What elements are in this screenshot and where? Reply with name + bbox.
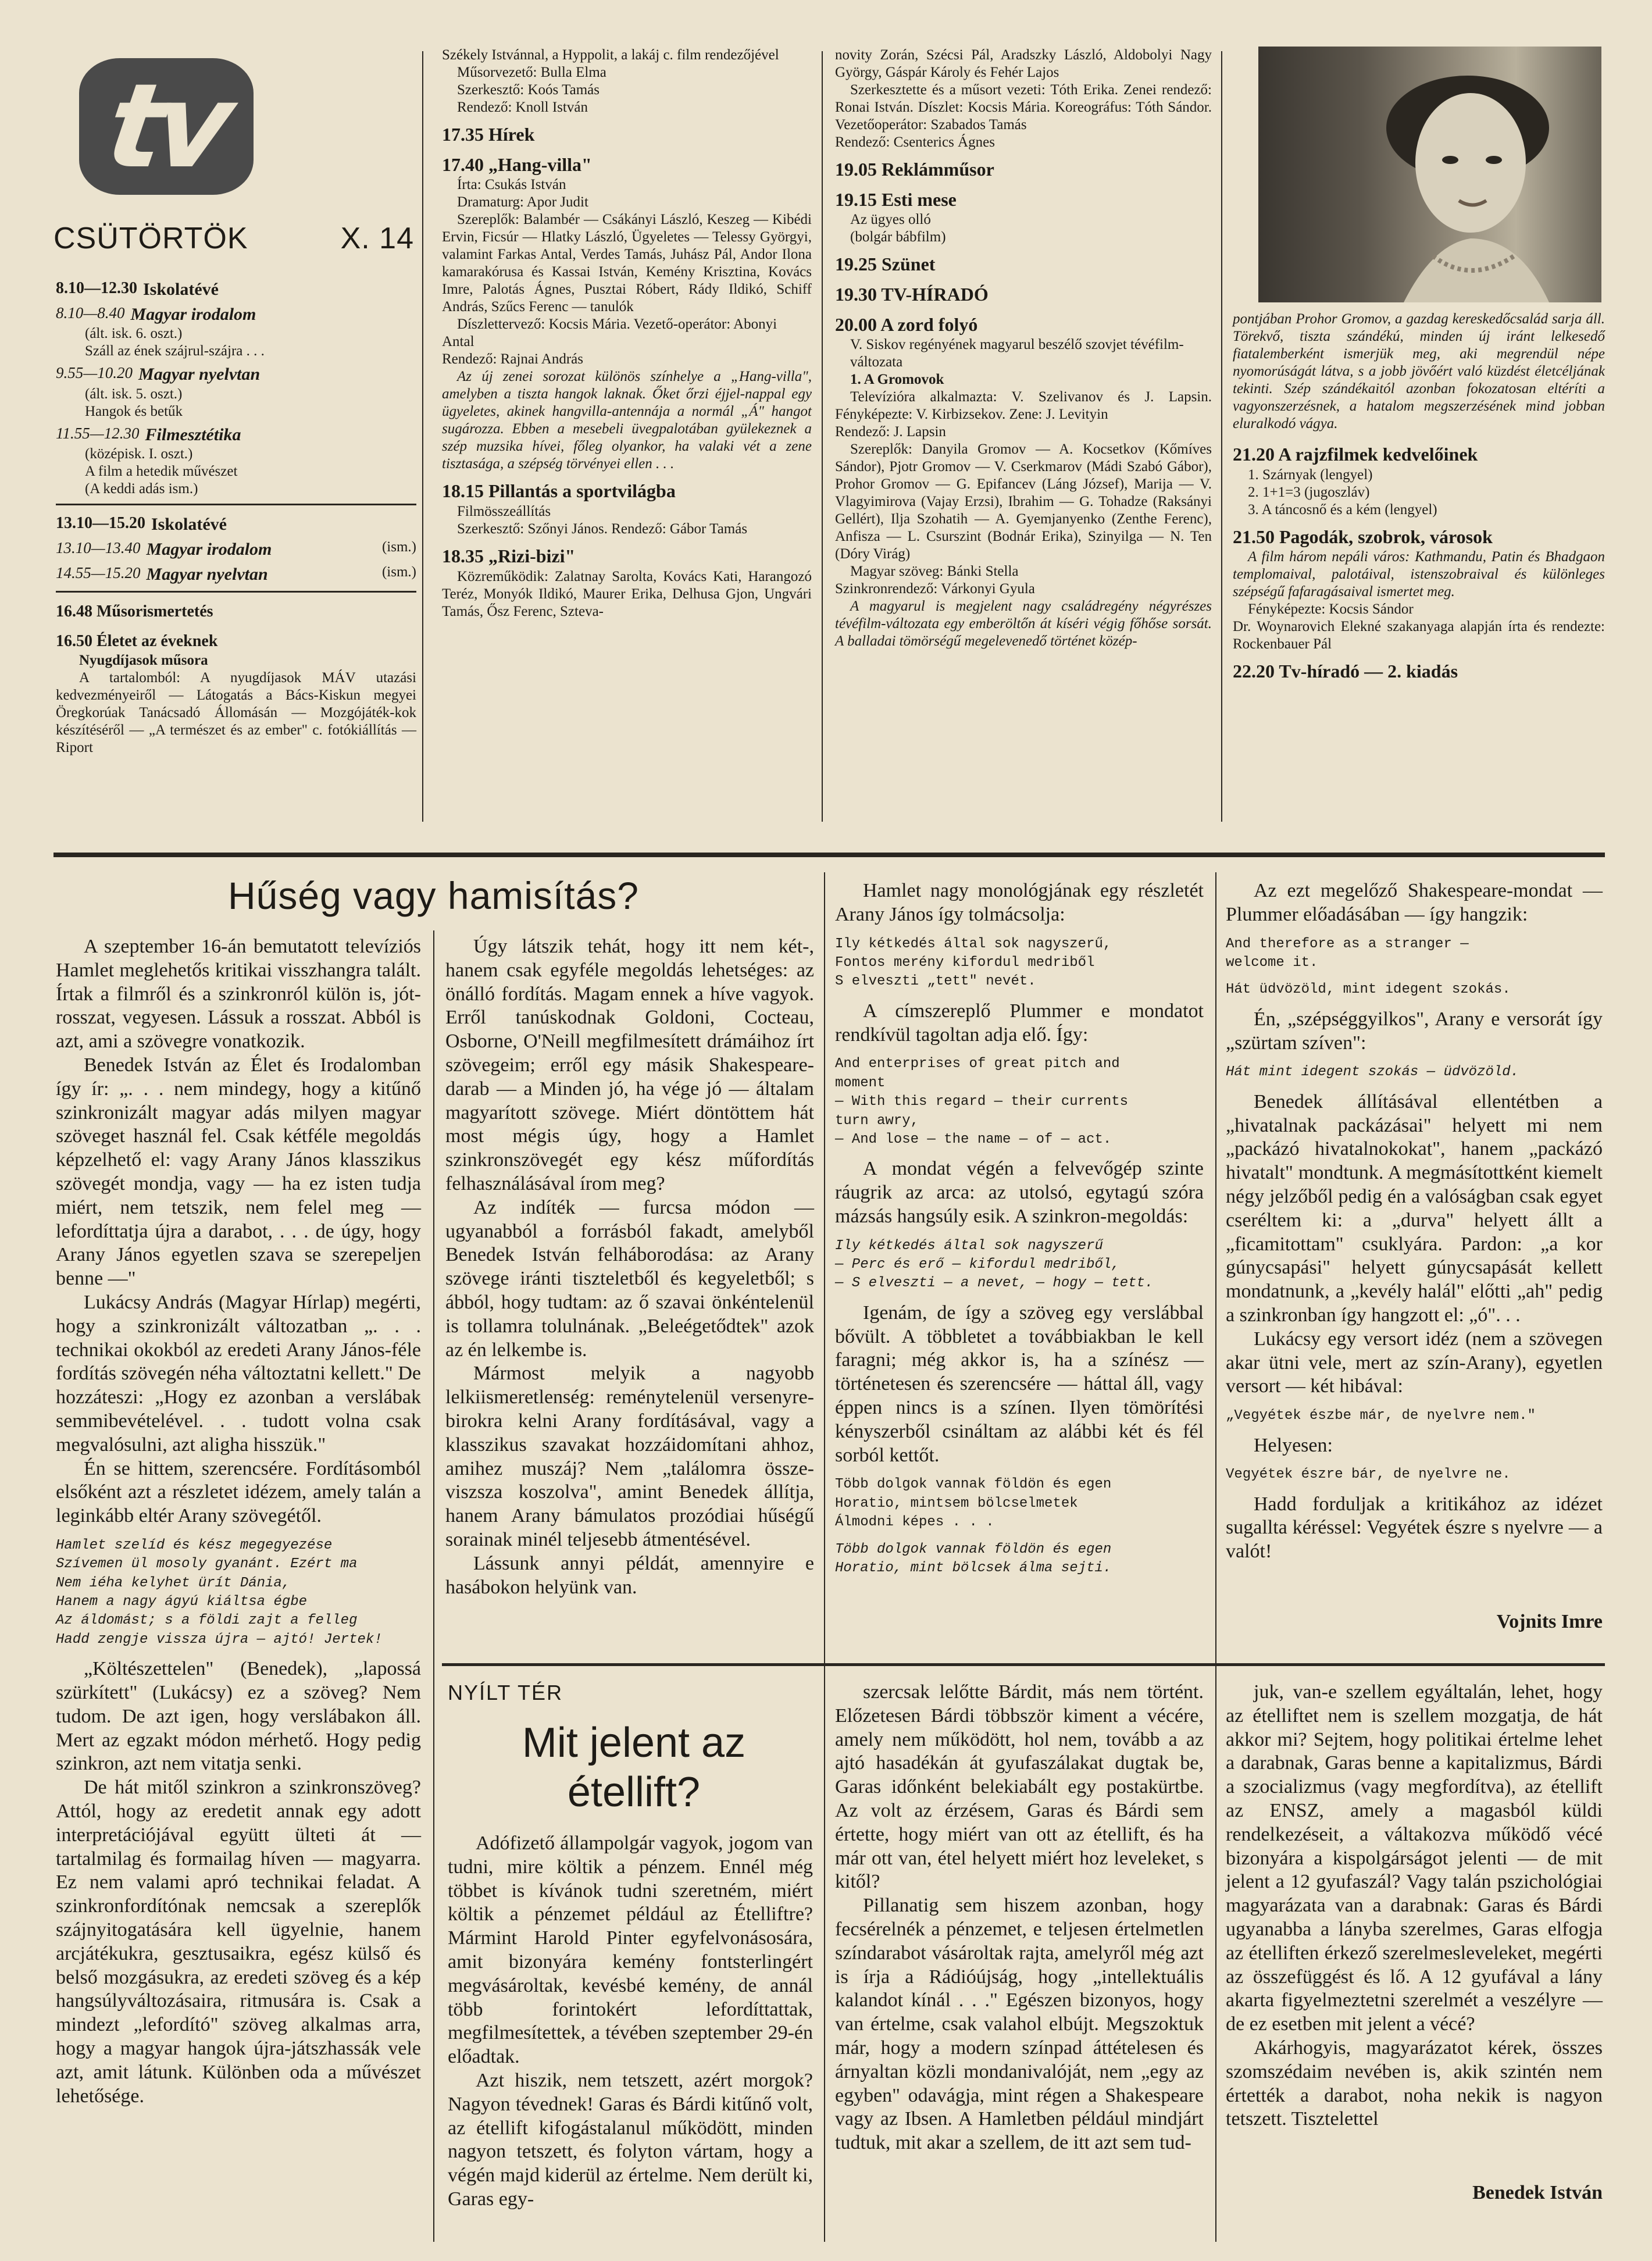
verse-quote: Vegyétek észre bár, de nyelvre ne.	[1226, 1467, 1511, 1483]
col3-s5b: 1. A Gromovok	[850, 372, 944, 388]
article1-col-4	[1226, 879, 1603, 1564]
program-sport: 18.15 Pillantás a sportvilágba	[442, 480, 676, 502]
paragraph: Benedek állításával ellentétben a „hivatalnak packázásai" helyett mi nem „packázó hivatalnokokat", hanem „packázó hivatalt" mondtunk. A megmásítottként kiemelt négy jelzőből pedig én a valóságban csak egyet cseréltem ki: a „durva" helyett állt a „ficamitottam" csuklyára. Pardon: „a kor gúnycsapási" helyett gúnycsapását kellett mondatnunk, a „kevély halál" előtti „ah" pedig a szinkronban így hangzott el: „ó". . .	[1226, 1090, 1603, 1326]
col3-s2: Az ügyes olló (bolgár bábfilm)	[850, 212, 946, 245]
paragraph: Én, „szépséggyilkos", Arany e versorát így „szürtam szíven":	[1226, 1008, 1603, 1054]
program-reklam: 19.05 Reklámműsor	[835, 159, 994, 180]
section-divider	[442, 1663, 1605, 1666]
column-divider	[1215, 872, 1216, 2242]
entry-time: 8.10—12.30	[56, 279, 137, 297]
paragraph: Lukácsy András (Magyar Hírlap) megérti, hogy a szinkronizált változatban „. . . technikai okokból az eredeti Arany János-féle fordítás szövegén néha változtatni kellett." De hozzáteszi: „Hogy ez azonban a verslábak semmibevételével. . . tudott volna csak megvalósulni, azt aligha hisszük."	[56, 1291, 421, 1456]
schedule-entry	[56, 424, 416, 445]
entry-title: Magyar nyelvtan	[146, 565, 268, 584]
col3-crew: Szerkesztette és a műsort vezeti: Tóth Erika. Zenei rendező: Ronai István. Díszlet: Kocsis Mária. Koreográfus: Tóth Sándor. Vezetőoperátor: Szabados Tamás Rendező: Csenterics Ágnes	[835, 82, 1212, 150]
article1-title: Hűség vagy hamisítás?	[228, 874, 640, 917]
schedule-entry: (A keddi adás ism.)	[85, 480, 198, 497]
entry-time: 9.55—10.20	[56, 364, 133, 382]
program-zordfolyo: 20.00 A zord folyó	[835, 313, 978, 335]
credit-line: Rendező: Knoll István	[457, 99, 588, 115]
verse-quote: Több dolgok vannak földön és egen Horatio, mint bölcsek álma sejti.	[835, 1541, 1112, 1577]
portrait-illustration	[1258, 47, 1601, 302]
paragraph: Én se hittem, szerencsére. Fordításomból elsőként azt a részletet idézem, amely talán a leginkább eltér Arany szövegétől.	[56, 1457, 421, 1527]
tv-logo	[79, 58, 254, 195]
entry-time: 8.10—8.40	[56, 304, 125, 322]
credit-line: Műsorvezető: Bulla Elma	[457, 65, 606, 80]
paragraph: Az indíték — furcsa módon — ugyanabból a forrásból fakadt, amelyből Benedek István felháborodása: az Arany szövege iránti tiszteletből és kegyeletből; s ábból, hogy tudtam: az ő szavai önkéntelenül is tollamra tolulnának. „Beleégetődtek" azok az én lelkembe is.	[445, 1196, 814, 1361]
schedule-entry	[56, 279, 416, 300]
col3-crew5b: Magyar szöveg: Bánki Stella Szinkronrendező: Várkonyi Gyula	[835, 564, 1035, 597]
cartoon-item: 1. Szárnyak (lengyel)	[1248, 466, 1373, 483]
schedule-entry: (ált. isk. 6. oszt.)	[85, 326, 183, 342]
verse-quote: Ily kétkedés által sok nagyszerű — Perc és erő — kifordul medriből, — S elveszti — a nevet, — hogy — tett.	[835, 1238, 1154, 1292]
program-hirado2: 22.20 Tv-híradó — 2. kiadás	[1233, 661, 1458, 682]
program-rizibizi: 18.35 „Rizi-bizi"	[442, 545, 576, 567]
paragraph: Hadd forduljak a kritikához az idézet sugallta kéréssel: Vegyétek észre s nyelvre — a valót!	[1226, 1493, 1603, 1563]
program-sub: Nyugdíjasok műsora	[79, 652, 208, 668]
schedule-entry	[56, 304, 416, 325]
schedule-entry	[56, 564, 416, 585]
paragraph: A mondat végén a felvevőgép szinte ráugrik az arca: az utolsó, egytagú szóra mázsás hangsúly esik. A szinkron-megoldás:	[835, 1158, 1204, 1227]
column-divider	[824, 872, 825, 2242]
column-divider	[433, 930, 434, 2242]
column-divider	[422, 51, 423, 822]
cartoon-item: 2. 1+1=3 (jugoszláv)	[1248, 484, 1370, 500]
entry-title: Iskolatévé	[151, 514, 227, 534]
article1-col-1	[56, 935, 421, 2108]
col4-crew2: Fényképezte: Kocsis Sándor Dr. Woynarovich Elekné szakanyaga alapján írta és rendezte: Rockenbauer Pál	[1233, 601, 1605, 652]
day-date: X. 14	[340, 222, 414, 255]
paragraph: A szeptember 16-án bemutatott televíziós Hamlet meglehetős kritikai visszhangra talált. Írtak a filmről és a szinkronról külön is, jót-rosszat, vegyesen. Lássuk a rosszat. Abból is azt, ami a szövegre vonatkozik.	[56, 936, 421, 1053]
schedule-entry: (ált. isk. 5. oszt.)	[85, 386, 183, 402]
entry-time: 11.55—12.30	[56, 424, 140, 442]
col2-c3: Szerkesztő: Szőnyi János. Rendező: Gábor Tamás	[457, 521, 748, 537]
program-rajzfilm: 21.20 A rajzfilmek kedvelőinek	[1233, 444, 1478, 465]
schedule-col-2	[442, 47, 812, 620]
verse-quote: And therefore as a stranger — welcome it.	[1226, 936, 1469, 971]
entry-tail: (ism.)	[381, 538, 416, 555]
column-divider	[1221, 51, 1222, 822]
article1-col-3	[835, 879, 1204, 1586]
entry-tail: (ism.)	[381, 564, 416, 580]
actress-photo	[1258, 47, 1601, 302]
verse-quote: Hát üdvözöld, mint idegent szokás.	[1226, 982, 1511, 998]
paragraph: Hamlet nagy monológjának egy részletét Arany János így tolmácsolja:	[835, 880, 1204, 925]
program-hangvilla: 17.40 „Hang-villa"	[442, 154, 592, 175]
schedule-col-1	[56, 270, 416, 757]
article2-title: Mit jelent az étellift?	[522, 1720, 746, 1816]
verse-quote: Ily kétkedés által sok nagyszerű, Fontos merény kifordul medriből S elveszti „tett" nevét.	[835, 936, 1112, 990]
col2-credits: Írta: Csukás István Dramaturg: Apor Judit	[457, 177, 588, 211]
column-divider	[822, 51, 823, 822]
article1-signature: Vojnits Imre	[1496, 1611, 1603, 1632]
schedule-entry	[56, 538, 416, 560]
col3-desc5: A magyarul is megjelent nagy családregény négyrészes tévéfilm-változata egy emberöltőn át kíséri végig főhőse sorsát. A balladai tömörségű megelevenedő történet közép-	[835, 598, 1212, 650]
day-name: CSÜTÖRTÖK	[53, 222, 248, 255]
schedule-entry: A film a hetedik művészet	[85, 463, 238, 479]
col2-desc: Az új zenei sorozat különös színhelye a „Hang-villa", amelyben a tiszta hangok laknak. Őket őrzi éjjel-nappal egy ügyeletes, akinek hangvilla-antennája a normál „Á" hangot sugározza. Ebben a mesebeli üvegpalotában gyülekeznek a szép muzsika hívei, főleg olyankor, ha valaki vét a zene tisztasága, a szépség törvényei ellen . . .	[442, 369, 812, 472]
verse-quote: Több dolgok vannak földön és egen Horatio, mintsem bölcselmetek Álmodni képes . . .	[835, 1477, 1112, 1531]
col2-c4: Közreműködik: Zalatnay Sarolta, Kovács Kati, Harangozó Teréz, Monyók Ildikó, Maurer Erika, Delhusa Gjon, Ungvári Tamás, Ősz Ferenc, Szteva-	[442, 568, 812, 619]
verse-quote: And enterprises of great pitch and moment — With this regard — their currents turn awry, — And lose — the name — of — act.	[835, 1056, 1129, 1147]
paragraph: szercsak lelőtte Bárdit, más nem történt. Előzetesen Bárdi többször kiment a vécére, amely nem működött, hol nem, tovább a az ajtó hasadékán át gyufaszálakat dugtak be, Garas időnként belekiabált egy postakürtbe. Az volt az érzésem, Garas és Bárdi sem értette, hogy miért van ott az étellift, és ha már ott van, étel helyett miért hoz leveleket, s kitől?	[835, 1681, 1204, 1893]
paragraph: Az ezt megelőző Shakespeare-mondat — Plummer előadásában — így hangzik:	[1226, 880, 1603, 925]
entry-title: Magyar irodalom	[130, 305, 256, 324]
program-estimese: 19.15 Esti mese	[835, 188, 957, 210]
program-pagodak: 21.50 Pagodák, szobrok, városok	[1233, 526, 1493, 547]
schedule-col-4	[1233, 311, 1605, 683]
verse-quote: Hát mint idegent szokás — üdvözöld.	[1226, 1064, 1519, 1080]
paragraph: A címszereplő Plummer e mondatot rendkívül tagoltan adja elő. Így:	[835, 1000, 1204, 1046]
paragraph: Pillanatig sem hiszem azonban, hogy fecsérelnék a pénzemet, e teljesen értelmetlen színdarabot vásároltak rajta, amelyről még azt is írja a Rádióújság, hogy „intellektuális kalandot kínál . . ." Egészen bizonyos, hogy van értelme, csak valahol elbújt. Megszoktuk már, hogy a modern színpad áttételesen és árnyaltan közli mondanivalóját, nem „egy az egyben" odavágja, mint régen a Shakespeare vagy az Ibsen. A Hamletben például mindjárt tudtuk, mit akar a szellem, de itt azt sem tud-	[835, 1895, 1204, 2154]
col2-crew: Díszlettervező: Kocsis Mária. Vezető-operátor: Abonyi Antal Rendező: Rajnai András	[442, 316, 777, 368]
schedule-col-3	[835, 47, 1212, 650]
paragraph: Mármost melyik a nagyobb lelkiismeretlenség: reménytelenül versenyre-birokra kelni Arany fordításával, vagy a klasszikus szavakat hozzáidomítani ahhoz, amihez muszáj? Nem „találomra össze-viszsza koszolva", amint Benedek állítja, hanem Arany bámulatos prozódiai hűségű sorainak minél teljesebb átmentésével.	[445, 1363, 814, 1550]
verse-quote: „Vegyétek észbe már, de nyelvre nem."	[1226, 1408, 1536, 1424]
day-heading	[53, 221, 414, 256]
verse-quote: Hamlet szelíd és kész megegyezése Szívemen ül mosoly gyanánt. Ezért ma Nem iéha kelyhet ürít Dánia, Hanem a nagy ágyú kiáltsa égbe Az áldomást; s a földi zajt a felleg Hadd zengje vissza újra — ajtó! Jertek!	[56, 1537, 383, 1647]
paragraph: Lukácsy egy versort idéz (nem a szövegen akar ütni vele, mert az szín-Arany), egyetlen versort — két hibával:	[1226, 1328, 1603, 1397]
col2-s3: Filmösszeállítás	[457, 504, 551, 520]
article2-col-3	[1226, 1681, 1603, 2131]
paragraph: juk, van-e szellem egyáltalán, lehet, hogy az ételliftet nem is szellem mozgatja, de hát akkor mi? Sejtem, hogy politikai értelme lehet a darabnak, Garas benne a kapitalizmus, Bárdi a szocializmus (vagy megfordítva), az étellift az ENSZ, amely a magasból küldi rendelkezéseit, a váltakozva működő vécé bizonyára a kispolgárságot jelenti — de mit jelent a 12 gyufaszál? Vagy talán pszichológiai magyarázata van a darabnak: Garas és Bárdi ugyanabba a lányba szerelmes, Garas elfogja az ételliften érkező szerelmesleveleket, megérti az összefüggést és lő. A 12 gyufával a lány akarta figyelmeztetni szerelmét a veszélyre — de ez esetben mit jelent a vécé?	[1226, 1681, 1603, 2035]
col4-desc2: A film három nepáli város: Kathmandu, Patin és Bhadgaon templomaival, palotáival, istenszobraival és különleges szépségű fafaragásaival ismertet meg.	[1233, 549, 1605, 600]
paragraph: De hát mitől szinkron a szinkronszöveg? Attól, hogy az eredetit annak egy adott interpretációjával együtt ülteti át — tartalmilag és formailag híven — magyarra. Ez nem valami apró technikai feladat. A szinkronfordítónak nemcsak a szereplők szájnyitogatására kell ügyelnie, hanem arcjátékukra, gesztusaikra, egész külső és belső mozgásukra, az eredeti szöveg és a kép hangsúlyváltozásaira, ritmusára is. Csak a mindezt „lefordító" szöveg alkalmas arra, hogy a magyar hangok újra-játszhassák vele azt, amit látunk. Különben oda a művészet lehetősége.	[56, 1777, 421, 2107]
tv-logo-text: tv	[99, 58, 234, 194]
col3-intro: novity Zorán, Szécsi Pál, Aradszky László, Aldobolyi Nagy György, Gáspár Károly és Fehér Lajos	[835, 47, 1212, 80]
paragraph: Akárhogyis, magyarázatot kérek, összes szomszédaim nevében is, akik szintén nem értették a darabot, noha nekik is nagyon tetszett. Tisztelettel	[1226, 2037, 1603, 2130]
schedule-entry: Hangok és betűk	[85, 403, 183, 419]
program-hirado: 19.30 TV-HÍRADÓ	[835, 284, 989, 305]
schedule-entry: Száll az ének szájrul-szájra . . .	[85, 343, 265, 359]
entry-title: Magyar irodalom	[146, 539, 272, 559]
paragraph: Lássunk annyi példát, amennyire e hasábokon helyünk van.	[445, 1552, 814, 1598]
schedule-entry	[56, 363, 416, 385]
credit-line: Szerkesztő: Koós Tamás	[457, 82, 600, 98]
program-t1: 16.48 Műsorismertetés	[56, 602, 213, 621]
article2-col-1	[448, 1832, 813, 2212]
program-hirek: 17.35 Hírek	[442, 124, 535, 145]
paragraph: Benedek István az Élet és Irodalomban így ír: „. . . nem mindegy, hogy a kitűnő szinkronizált magyar adás milyen magyar szöveget használ fel. Csak kétféle megoldás képzelhető el: vagy Arany János klasszikus szövegét mondja, vagy — ha ez isten tudja miért, nem tetszik, nem felel meg — lefordíttatja újra a darabot, . . . de úgy, hogy Arany János egyetlen szava se szerepeljen benne —"	[56, 1054, 421, 1290]
article2-signature: Benedek István	[1472, 2182, 1603, 2203]
paragraph: „Költészettelen" (Benedek), „lapossá szürkített" (Lukácsy) ez a szöveg? Nem tudom. De azt igen, hogy verslábakon áll. Mert az egzakt módon mérhető. Hogy pedig szinkron, azt nem vitatja senki.	[56, 1658, 421, 1775]
col2-cast: Szereplők: Balambér — Csákányi László, Keszeg — Kibédi Ervin, Ficsúr — Hlatky László, Ügyeletes — Telessy Györgyi, valamint Farkas Antal, Verdes Tamás, Juhász Pál, Andor Ilona kamarakórusa és Kassai István, Kemény Krisztina, Kovács Imre, Palotás Ágnes, Pusztai Róbert, Rády Ildikó, Schiff András, Szűcs Ferenc — tanulók	[442, 212, 812, 315]
entry-time: 14.55—15.20	[56, 564, 141, 582]
col2-intro: Székely Istvánnal, a Hyppolit, a lakáj c. film rendezőjével	[442, 47, 779, 63]
paragraph: Úgy látszik tehát, hogy itt nem két-, hanem csak egyféle megoldás lehetséges: az önálló fordítás. Magam ennek a híve vagyok. Erről tanúskodnak Goldoni, Cocteau, Osborne, O'Neill megfilmesített drámáihoz írt szövegeim; erről egy másik Shakespeare-darab — a Minden jó, ha vége jó — általam magyarított szövege. Miért döntöttem hát most mégis úgy, hogy a Hamlet szinkronszövegét egy kész műfordítás felhasználásával írom meg?	[445, 936, 814, 1194]
section-divider	[53, 853, 1605, 857]
entry-time: 13.10—15.20	[56, 513, 145, 532]
article2-col-2	[835, 1681, 1204, 2155]
paragraph: Azt hiszik, nem tetszett, azért morgok? Nagyon tévednek! Garas és Bárdi kitűnő volt, az étellift kifogástalanul működött, minden nagyon tetszett, és folyton vártam, hogy a végén majd kiderül az értelme. Nem derült ki, Garas egy-	[448, 2069, 813, 2210]
program-t2: 16.50 Életet az éveknek	[56, 632, 218, 651]
entry-time: 13.10—13.40	[56, 538, 141, 557]
program-szunet: 19.25 Szünet	[835, 254, 936, 275]
article1-col-2	[445, 935, 814, 1599]
col3-s5: V. Siskov regényének magyarul beszélő szovjet tévéfilm-változata	[850, 337, 1184, 370]
cartoon-item: 3. A táncosnő és a kém (lengyel)	[1248, 501, 1437, 518]
paragraph: Igenám, de így a szöveg egy verslábbal bővült. A többletet a továbbiakban le kell faragni; még akkor is, ha a színész — történetesen és szerencsére — háttal áll, vagy éppen nincs is a színen. Ilyen tömörítési kényszerből csináltam az alábbi két és fél sorból kettőt.	[835, 1301, 1204, 1466]
paragraph: Helyesen:	[1254, 1434, 1333, 1456]
schedule-entry: (középisk. I. oszt.)	[85, 445, 193, 462]
photo-caption: pontjában Prohor Gromov, a gazdag kereskedőcsalád sarja áll. Törekvő, tiszta szándékú, minden új iránt lelkesedő fiatalemberként ismerjük meg, aki megrendül népe nyomorúságát látva, s a jobb jövőért való küzdést életcéljának tekinti. Szép szándékaitól azonban fokozatosan eltéríti a vagyonszerzésnek, a hatalom megszerzésének mind jobban eluralkodó vágya.	[1233, 311, 1605, 431]
entry-title: Iskolatévé	[143, 280, 219, 299]
entry-title: Filmesztétika	[145, 425, 241, 444]
col3-crew5: Televízióra alkalmazta: V. Szelivanov és J. Lapsin. Fényképezte: V. Kirbizsekov. Zene: J. Levityin Rendező: J. Lapsin	[835, 389, 1212, 440]
program-body: A tartalomból: A nyugdíjasok MÁV utazási kedvezményeiről — Látogatás a Bács-Kiskun megyei Öregkorúak Tanácsadó Állomásán — Mozgójáték-kok készítéséről — „A természet és az ember" c. fotókiállítás — Riport	[56, 669, 416, 755]
schedule-entry	[56, 513, 416, 535]
col3-cast5: Szereplők: Danyila Gromov — A. Kocsetkov (Kőmíves Sándor), Pjotr Gromov — V. Cserkmarov (Mádi Szabó Gábor), Prohor Gromov — G. Epifancev (Láng József), Marija — V. Vlagyimirova (Vajay Erzsi), Ibrahim — G. Tohadze (Raksányi Gellért), Ilja Szohatih — A. Gyemjanyenko (Zenthe Ferenc), Anfisza — L. Csurszint (Bodnár Erika), Szinyilga — N. Ten (Dóry Virág)	[835, 441, 1212, 562]
entry-title: Magyar nyelvtan	[138, 365, 261, 384]
article2-kicker: NYÍLT TÉR	[448, 1681, 563, 1704]
paragraph: Adófizető állampolgár vagyok, jogom van tudni, mire költik a pénzem. Ennél még többet is kívánok tudni szeretném, miért költik a pénzemet például az Ételliftre? Mármint Harold Pinter egyfelvonásosára, amit bizonyára kemény fontsterlingért megvásároltak, kevésbé kemény, de annál több forintokért lefordíttattak, megfilmesítettek, a tévében szeptember 29-én előadtak.	[448, 1832, 813, 2068]
